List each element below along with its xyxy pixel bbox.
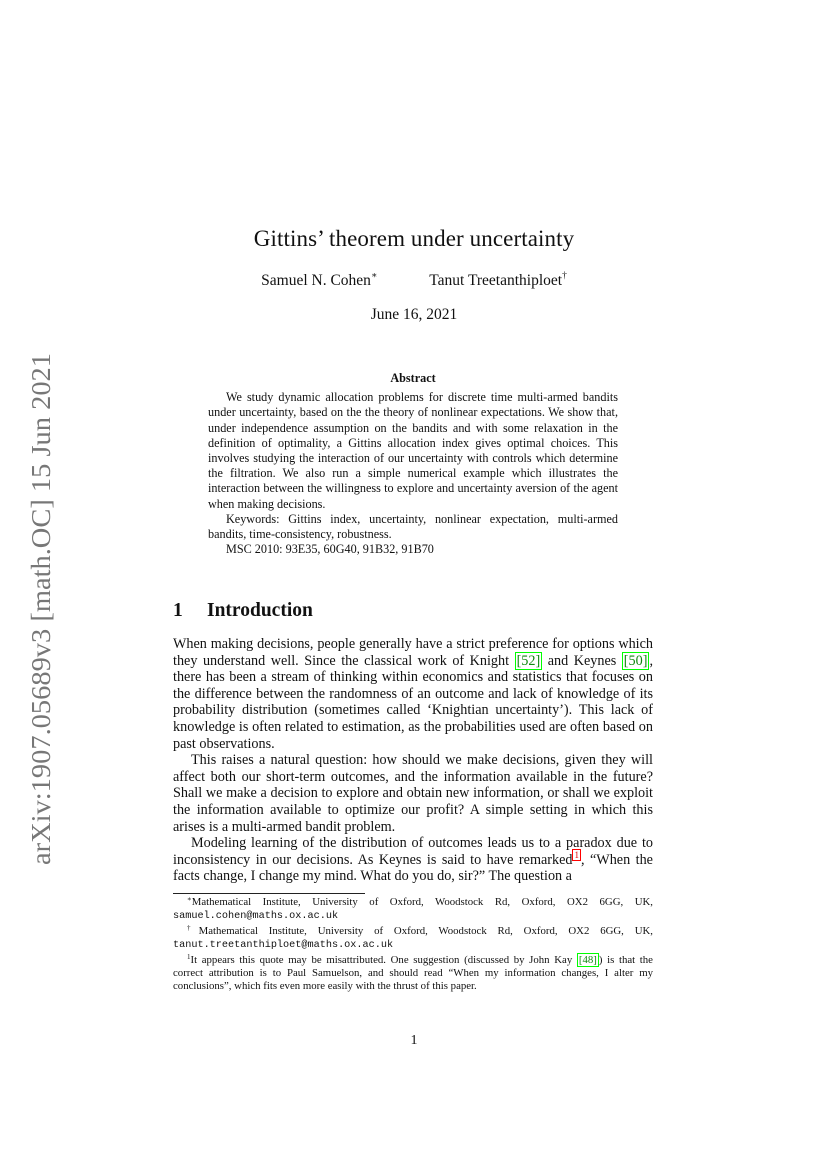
body-paragraph-2: This raises a natural question: how should we make decisions, given they will affect both our short-term outcomes, and the information available in the future? Shall we make a decision to explore and obtain new information, or shall we exploit the information available to optimize our profit? A simple setting in which this arises is a multi-armed bandit problem. [173,752,653,835]
email-link[interactable]: samuel.cohen@maths.ox.ac.uk [173,911,339,922]
author-1 [261,272,377,290]
section-number: 1 [173,600,183,621]
footnote-mark: ∗ [187,895,192,903]
body-paragraph-1 [173,636,653,752]
section-heading [173,600,313,622]
footnote-mark: † [187,924,199,932]
footnote-text: Mathematical Institute, University of Oxford, Woodstock Rd, Oxford, OX2 6GG, UK, [198,925,653,937]
author-2 [429,272,567,290]
arxiv-side-stamp [12,350,62,870]
paper-title: Gittins’ theorem under uncertainty [253,226,575,251]
citation-link-50[interactable]: [50] [623,652,648,669]
footnote-text: It appears this quote may be misattributed. One suggestion (discussed by John Kay [190,954,577,966]
body-p1-text-a: When making decisions, people generally have a strict preference for options which they understand well. Since the classical work of Knight [173,636,653,669]
arxiv-stamp-text: arXiv:1907.05689v3 [math.OC] 15 Jun 2021 [26,379,56,865]
author-2-mark: † [562,271,567,281]
footnote-link-1[interactable]: 1 [574,849,579,860]
body-paragraph-3 [173,835,653,885]
author-list [0,272,828,290]
author-1-name: Samuel N. Cohen [261,272,371,289]
footnote-1 [173,954,653,993]
footnote-affiliation-2 [173,925,653,952]
section-title: Introduction [207,600,313,621]
body-p3-text-b: , “When the facts change, I change my mind. What do you do, sir?” The question a [173,851,653,885]
abstract-paragraph: We study dynamic allocation problems for discrete time multi-armed bandits under uncertainty, based on the the theory of nonlinear expectations. We show that, under independence assumption on the bandits and with some relaxation in the definition of optimality, a Gittins allocation index gives optimal choices. This involves studying the interaction of our uncertainty with controls which determine the filtration. We also run a simple numerical example which illustrates the interaction between the willingness to explore and uncertainty aversion of the agent when making decisions. [208,390,618,511]
author-1-mark: ∗ [370,271,378,281]
body-p1-text-c: , there has been a stream of thinking within economics and statistics that focuses on the difference between the randomness of an outcome and lack of knowledge of its probability distribution (sometimes called ‘Knightian uncertainty’). This lack of knowledge is often related to estimation, as the probabilities used are often based on past observations. [173,652,653,752]
body-p1-text-b: and Keynes [542,652,622,669]
email-link[interactable]: tanut.treetanthiploet@maths.ox.ac.uk [173,940,394,951]
arxiv-stamp-graphic [12,350,62,870]
citation-link-52[interactable]: [52] [516,652,541,669]
citation-link-48[interactable]: [48] [578,954,597,966]
footnote-text: ) is that the correct attribution is to Paul Samuelson, and should read “When my information changes, I alter my conclusions”, which fits even more easily with the thrust of this paper. [173,954,653,992]
body-text [173,636,653,885]
page-number: 1 [410,1033,418,1048]
footnote-text: Mathematical Institute, University of Oxford, Woodstock Rd, Oxford, OX2 6GG, UK, [191,896,653,908]
footnotes [173,896,653,995]
paper-date: June 16, 2021 [370,306,458,323]
body-p3-text-a: Modeling learning of the distribution of outcomes leads us to a paradox due to inconsistency in our decisions. As Keynes is said to have remarked [173,835,653,868]
abstract-msc: MSC 2010: 93E35, 60G40, 91B32, 91B70 [226,542,434,557]
footnote-mark: 1 [187,953,191,961]
abstract-keywords: Keywords: Gittins index, uncertainty, nonlinear expectation, multi-armed bandits, time-consistency, robustness. [208,511,618,542]
abstract [208,371,618,557]
footnote-rule [173,893,365,894]
abstract-heading: Abstract [390,371,436,385]
footnote-affiliation-1 [173,896,653,923]
author-2-name: Tanut Treetanthiploet [429,272,563,289]
